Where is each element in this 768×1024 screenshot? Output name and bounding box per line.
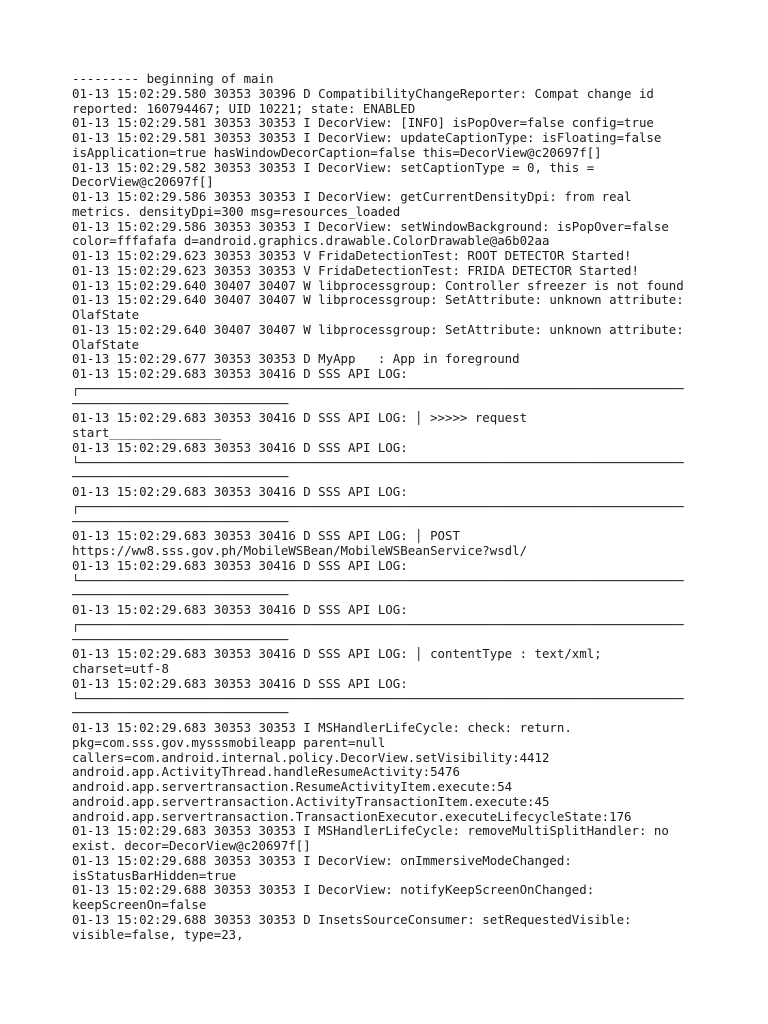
log-page xyxy=(72,72,698,942)
log-line: charset=utf-8 xyxy=(72,662,169,676)
log-line: DecorView@c20697f[] xyxy=(72,175,214,190)
log-line: 01-13 15:02:29.683 30353 30416 D SSS API LOG: │ contentType : text/xml; xyxy=(72,647,602,662)
log-line: 01-13 15:02:29.683 30353 30416 D SSS API LOG: xyxy=(72,558,408,573)
log-line: └───────────────────────────────────────────────────────────────────────────────── xyxy=(72,691,684,706)
log-line: └───────────────────────────────────────────────────────────────────────────────── xyxy=(72,573,684,588)
log-line: start_______________ xyxy=(72,426,222,440)
log-line: OlafState xyxy=(72,337,140,352)
log-line: 01-13 15:02:29.640 30407 30407 W libprocessgroup: SetAttribute: unknown attribute: xyxy=(72,293,684,308)
log-line: 01-13 15:02:29.677 30353 30353 D MyApp : App in foreground xyxy=(72,352,520,367)
log-line: 01-13 15:02:29.688 30353 30353 I DecorView: onImmersiveModeChanged: xyxy=(72,853,572,868)
log-line: 01-13 15:02:29.586 30353 30353 I DecorView: setWindowBackground: isPopOver=false xyxy=(72,219,669,234)
log-line: ───────────────────────────── xyxy=(72,514,289,529)
log-line: 01-13 15:02:29.582 30353 30353 I DecorView: setCaptionType = 0, this = xyxy=(72,160,595,175)
log-line: visible=false, type=23, xyxy=(72,927,244,942)
log-line: exist. decor=DecorView@c20697f[] xyxy=(72,839,311,853)
log-line: ───────────────────────────── xyxy=(72,470,289,485)
log-line: isApplication=true hasWindowDecorCaption=false this=DecorView@c20697f[] xyxy=(72,145,602,160)
log-line: --------- beginning of main xyxy=(72,72,274,86)
log-line: metrics. densityDpi=300 msg=resources_loaded xyxy=(72,204,401,219)
log-line: android.app.servertransaction.ResumeActivityItem.execute:54 xyxy=(72,780,513,794)
log-line: 01-13 15:02:29.683 30353 30416 D SSS API LOG: xyxy=(72,676,408,691)
log-line: ┌───────────────────────────────────────────────────────────────────────────────── xyxy=(72,617,684,632)
log-line: pkg=com.sss.gov.mysssmobileapp parent=null xyxy=(72,735,386,750)
log-line: 01-13 15:02:29.581 30353 30353 I DecorView: updateCaptionType: isFloating=false xyxy=(72,131,662,145)
log-line: 01-13 15:02:29.683 30353 30416 D SSS API LOG: xyxy=(72,485,408,499)
log-line: ───────────────────────────── xyxy=(72,706,289,721)
log-line: ───────────────────────────── xyxy=(72,632,289,647)
log-line: android.app.servertransaction.ActivityTransactionItem.execute:45 xyxy=(72,794,550,809)
log-line: 01-13 15:02:29.683 30353 30416 D SSS API LOG: xyxy=(72,367,408,381)
log-line: 01-13 15:02:29.683 30353 30353 I MSHandlerLifeCycle: check: return. xyxy=(72,721,572,735)
log-text xyxy=(72,72,698,942)
log-line: └───────────────────────────────────────────────────────────────────────────────── xyxy=(72,455,684,470)
log-line: 01-13 15:02:29.683 30353 30416 D SSS API LOG: xyxy=(72,603,408,617)
log-line: isStatusBarHidden=true xyxy=(72,868,237,883)
log-line: 01-13 15:02:29.623 30353 30353 V FridaDetectionTest: ROOT DETECTOR Started! xyxy=(72,249,632,263)
log-line: keepScreenOn=false xyxy=(72,898,207,912)
log-line: ┌───────────────────────────────────────────────────────────────────────────────── xyxy=(72,381,684,396)
log-line: 01-13 15:02:29.683 30353 30416 D SSS API LOG: │ POST xyxy=(72,529,460,544)
log-line: android.app.servertransaction.TransactionExecutor.executeLifecycleState:176 xyxy=(72,809,632,824)
log-line: ───────────────────────────── xyxy=(72,396,289,411)
log-line: 01-13 15:02:29.683 30353 30416 D SSS API LOG: xyxy=(72,440,408,455)
log-line: 01-13 15:02:29.683 30353 30416 D SSS API LOG: │ >>>>> request xyxy=(72,411,528,426)
log-line: 01-13 15:02:29.688 30353 30353 D InsetsSourceConsumer: setRequestedVisible: xyxy=(72,912,632,927)
log-line: 01-13 15:02:29.640 30407 30407 W libprocessgroup: Controller sfreezer is not found xyxy=(72,278,684,293)
log-line: 01-13 15:02:29.683 30353 30353 I MSHandlerLifeCycle: removeMultiSplitHandler: no xyxy=(72,824,669,839)
log-line: 01-13 15:02:29.586 30353 30353 I DecorView: getCurrentDensityDpi: from real xyxy=(72,190,632,204)
log-line: ───────────────────────────── xyxy=(72,588,289,603)
log-line: 01-13 15:02:29.640 30407 30407 W libprocessgroup: SetAttribute: unknown attribute: xyxy=(72,322,684,337)
log-line: callers=com.android.internal.policy.DecorView.setVisibility:4412 xyxy=(72,750,550,765)
log-line: 01-13 15:02:29.688 30353 30353 I DecorView: notifyKeepScreenOnChanged: xyxy=(72,883,595,898)
log-line: https://ww8.sss.gov.ph/MobileWSBean/MobileWSBeanService?wsdl/ xyxy=(72,544,528,558)
log-line: ┌───────────────────────────────────────────────────────────────────────────────── xyxy=(72,499,684,514)
log-line: 01-13 15:02:29.581 30353 30353 I DecorView: [INFO] isPopOver=false config=true xyxy=(72,116,654,131)
log-line: OlafState xyxy=(72,308,140,322)
log-line: android.app.ActivityThread.handleResumeActivity:5476 xyxy=(72,765,460,780)
log-line: reported: 160794467; UID 10221; state: ENABLED xyxy=(72,101,416,116)
log-line: 01-13 15:02:29.580 30353 30396 D CompatibilityChangeReporter: Compat change id xyxy=(72,86,654,101)
log-line: color=fffafafa d=android.graphics.drawable.ColorDrawable@a6b02aa xyxy=(72,234,550,249)
log-line: 01-13 15:02:29.623 30353 30353 V FridaDetectionTest: FRIDA DETECTOR Started! xyxy=(72,263,639,278)
